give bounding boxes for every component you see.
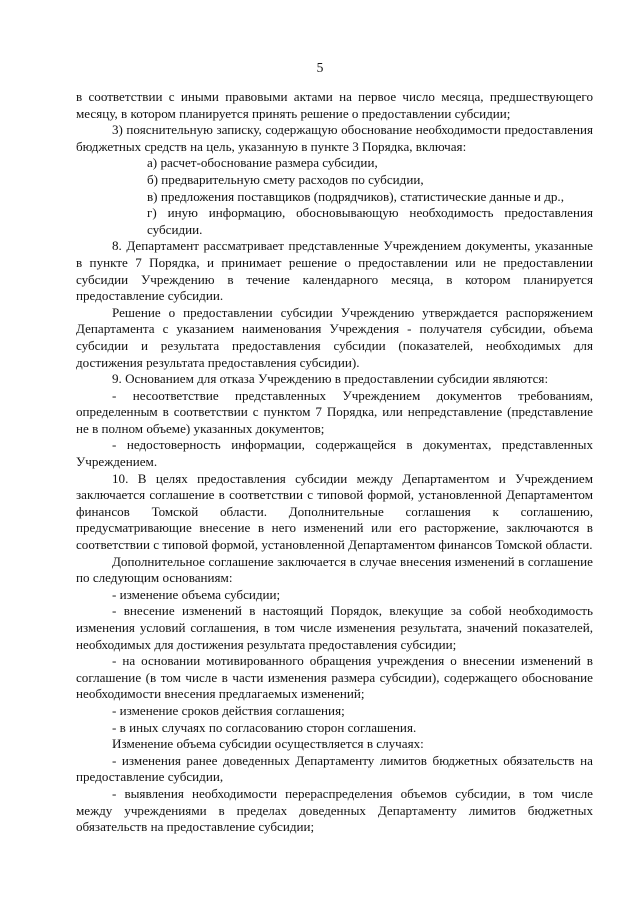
- paragraph: 9. Основанием для отказа Учреждению в предоставлении субсидии являются:: [112, 371, 549, 387]
- list-item: - изменения ранее доведенных Департаменту лимитов бюджетных обязательств на предоставление субсидии,: [76, 752, 593, 785]
- paragraph: в соответствии с иными правовыми актами на первое число месяца, предшествующего месяцу, в котором планируется принять решение о предоставлении субсидии;: [76, 89, 593, 121]
- list-item: - внесение изменений в настоящий Порядок, влекущие за собой необходимость изменения условий соглашения, в том числе изменения результата, значений показателей, необходимых для достижения результата предоставления субсидии;: [76, 603, 593, 652]
- list-item: в) предложения поставщиков (подрядчиков), статистические данные и др.,: [147, 188, 564, 204]
- paragraph: Решение о предоставлении субсидии Учреждению утверждается распоряжением Департамента с указанием наименования Учреждения - получателя субсидии, объема субсидии и результата предоставления субсидии (показателей, необходимых для достижения результата предоставления субсидии).: [76, 304, 593, 370]
- list-item: - изменение сроков действия соглашения;: [112, 702, 345, 718]
- paragraph: 10. В целях предоставления субсидии между Департаментом и Учреждением заключается соглашение в соответствии с типовой формой, установленной Департаментом финансов Томской области. Дополнительные соглашения к соглашению, предусматривающие внесение в него изменений или его расторжение, заключаются в соответствии с типовой формой, установленной Департаментом финансов Томской области.: [76, 470, 593, 553]
- paragraph: Дополнительное соглашение заключается в случае внесения изменений в соглашение по следующим основаниям:: [76, 553, 593, 586]
- page-number: 5: [316, 60, 324, 75]
- list-item: - выявления необходимости перераспределения объемов субсидии, в том числе между учреждениями в пределах доведенных Департаменту лимитов бюджетных обязательств на предоставление субсидии;: [76, 785, 593, 835]
- paragraph: 3) пояснительную записку, содержащую обоснование необходимости предоставления бюджетных средств на цель, указанную в пункте 3 Порядка, включая:: [76, 122, 593, 154]
- list-item: - в иных случаях по согласованию сторон соглашения.: [112, 719, 417, 735]
- list-item: б) предварительную смету расходов по субсидии,: [147, 171, 424, 187]
- paragraph: 8. Департамент рассматривает представленные Учреждением документы, указанные в пункте 7 Порядка, и принимает решение о предоставлении или не предоставлении субсидии Учреждению в течение календарного месяца, в котором планируется предоставление субсидии.: [76, 238, 593, 304]
- list-item: - недостоверность информации, содержащейся в документах, представленных Учреждением.: [76, 437, 593, 470]
- paragraph: Изменение объема субсидии осуществляется в случаях:: [112, 736, 424, 752]
- list-item: г) иную информацию, обосновывающую необходимость предоставления субсидии.: [147, 205, 593, 237]
- document-body: [76, 89, 593, 836]
- list-item: - несоответствие представленных Учреждением документов требованиям, определенным в соответствии с пунктом 7 Порядка, или непредставление (представление не в полном объеме) указанных документов;: [76, 387, 593, 436]
- list-item: а) расчет-обоснование размера субсидии,: [147, 155, 378, 171]
- list-item: - изменение объема субсидии;: [112, 586, 281, 602]
- list-item: - на основании мотивированного обращения учреждения о внесении изменений в соглашение (в том числе в части изменения размера субсидии), содержащего обоснование необходимости внесения предлагаемых изменений;: [76, 653, 593, 702]
